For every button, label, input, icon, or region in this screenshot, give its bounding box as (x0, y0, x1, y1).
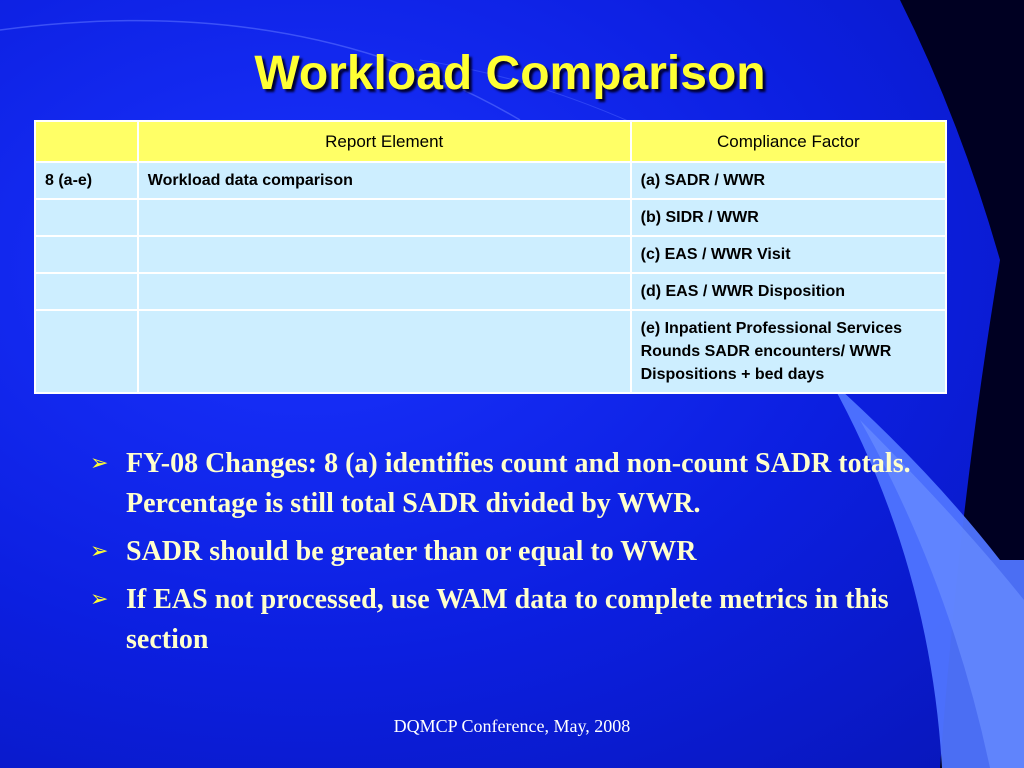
bullet-text: FY-08 Changes: 8 (a) identifies count and non-count SADR totals. Percentage is still total SADR divided by WWR. (126, 448, 911, 519)
bullet-item (90, 444, 940, 524)
table-cell (138, 310, 631, 393)
table-cell (35, 310, 138, 393)
table-cell (138, 236, 631, 273)
slide-title: Workload Comparison (254, 47, 766, 100)
table-cell (35, 236, 138, 273)
table-cell (138, 199, 631, 236)
bullet-item (90, 532, 940, 572)
table-cell: (c) EAS / WWR Visit (631, 236, 946, 273)
table-cell: 8 (a-e) (35, 162, 138, 199)
table-row (35, 199, 946, 236)
table-cell (35, 199, 138, 236)
report-table (34, 120, 947, 394)
table-cell: (a) SADR / WWR (631, 162, 946, 199)
table-cell: (e) Inpatient Professional Services Rounds SADR encounters/ WWR Dispositions + bed days (631, 310, 946, 393)
arrow-bullet-icon: ➢ (90, 451, 109, 476)
table-cell: Workload data comparison (138, 162, 631, 199)
table-cell: (d) EAS / WWR Disposition (631, 273, 946, 310)
bullet-text: SADR should be greater than or equal to WWR (126, 536, 697, 567)
table-cell (35, 273, 138, 310)
table-row (35, 310, 946, 393)
table-cell (138, 273, 631, 310)
arrow-bullet-icon: ➢ (90, 587, 109, 612)
bullet-item (90, 580, 940, 660)
table-header-row (35, 121, 946, 162)
table-row (35, 236, 946, 273)
table-header-cell (35, 121, 138, 162)
table-cell: (b) SIDR / WWR (631, 199, 946, 236)
slide-footer: DQMCP Conference, May, 2008 (393, 716, 631, 736)
arrow-bullet-icon: ➢ (90, 539, 109, 564)
table-row (35, 273, 946, 310)
table-header-cell: Report Element (138, 121, 631, 162)
table-header-cell: Compliance Factor (631, 121, 946, 162)
table-row (35, 162, 946, 199)
bullet-list (90, 444, 940, 668)
bullet-text: If EAS not processed, use WAM data to complete metrics in this section (126, 584, 889, 655)
